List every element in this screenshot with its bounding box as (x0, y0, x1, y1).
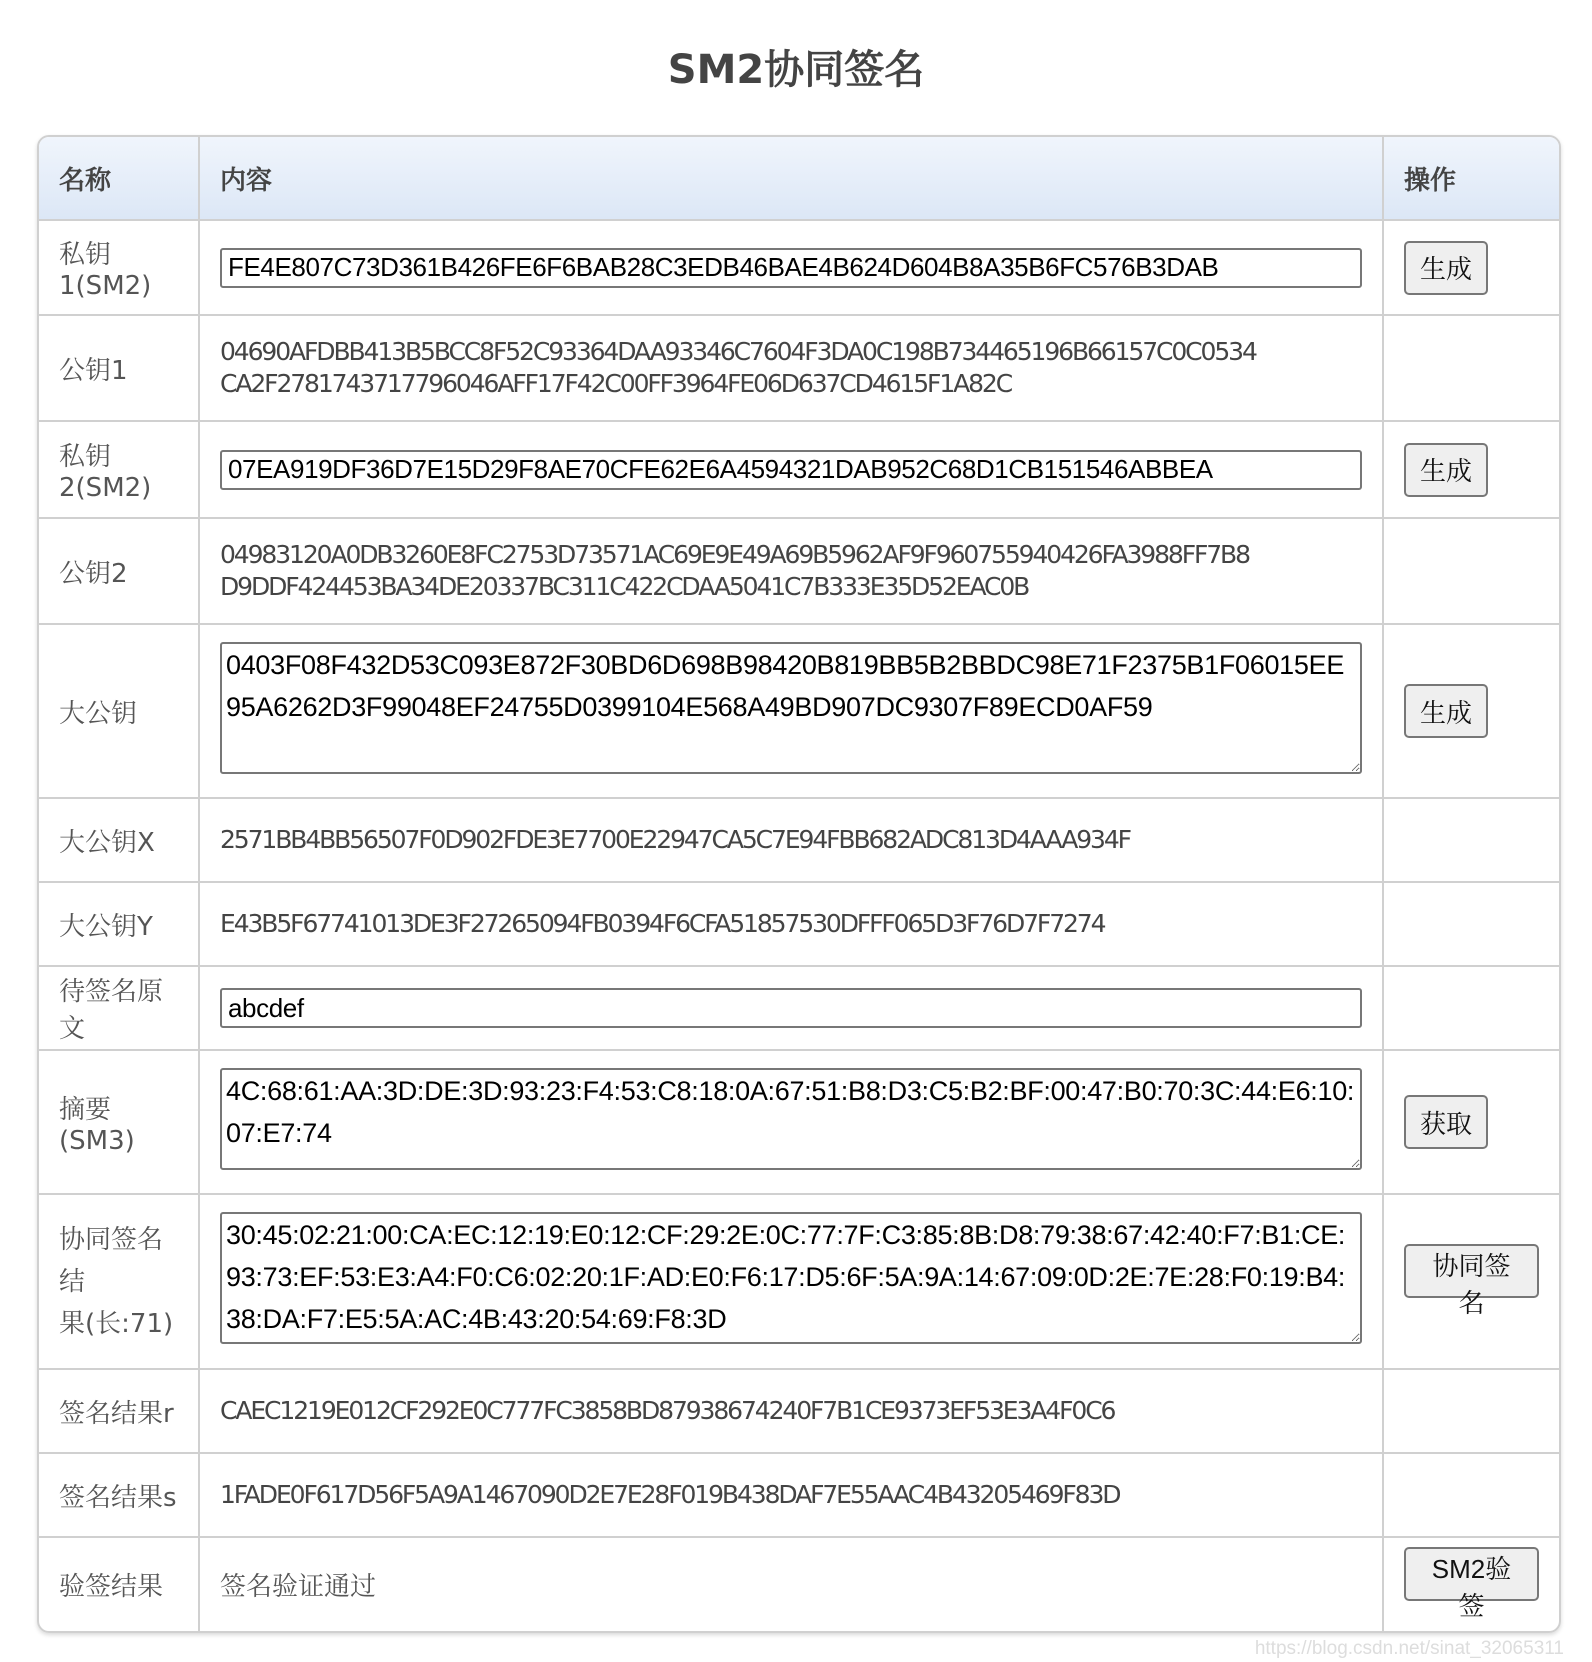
sm2-verify-button[interactable]: SM2验签 (1404, 1547, 1539, 1601)
row-public-key-2 (39, 518, 1559, 624)
row-label: 公钥1 (39, 315, 199, 421)
page-title: SM2协同签名 (667, 47, 925, 93)
row-label: 签名结果r (39, 1369, 199, 1453)
row-label: 大公钥X (39, 798, 199, 882)
row-label: 私钥1(SM2) (39, 220, 199, 315)
row-label: 待签名原文 (39, 966, 199, 1050)
header-name: 名称 (39, 137, 199, 220)
header-content: 内容 (199, 137, 1383, 220)
row-label: 大公钥Y (39, 882, 199, 966)
signature-r-value: CAEC1219E012CF292E0C777FC3858BD87938674240F7B1CE9373EF53E3A4F0C6 (199, 1369, 1383, 1453)
sm2-table (37, 135, 1561, 1633)
table-header (39, 137, 1559, 220)
row-cosign-result (39, 1194, 1559, 1369)
get-digest-button[interactable]: 获取 (1404, 1095, 1488, 1149)
public-key-1-line-1: 04690AFDBB413B5BCC8F52C93364DAA93346C7604F3DA0C198B734465196B66157C0C0534 (220, 337, 1256, 366)
cosign-result-textarea[interactable] (220, 1212, 1362, 1344)
header-action: 操作 (1383, 137, 1559, 220)
row-digest (39, 1050, 1559, 1194)
row-label: 大公钥 (39, 624, 199, 798)
row-signature-s (39, 1453, 1559, 1537)
generate-private-key-2-button[interactable]: 生成 (1404, 443, 1488, 497)
public-key-2-line-1: 04983120A0DB3260E8FC2753D73571AC69E9E49A69B5962AF9F960755940426FA3988FF7B8 (220, 540, 1249, 569)
watermark: https://blog.csdn.net/sinat_32065311 (1254, 1638, 1564, 1659)
big-public-key-x-value: 2571BB4BB56507F0D902FDE3E7700E22947CA5C7E94FBB682ADC813D4AAA934F (199, 798, 1383, 882)
big-public-key-y-value: E43B5F67741013DE3F27265094FB0394F6CFA51857530DFFF065D3F76D7F7274 (199, 882, 1383, 966)
row-big-public-key-y (39, 882, 1559, 966)
generate-private-key-1-button[interactable]: 生成 (1404, 241, 1488, 295)
plaintext-input[interactable] (220, 988, 1362, 1028)
row-label-line-1: 协同签名结 (59, 1224, 164, 1297)
row-private-key-2 (39, 421, 1559, 518)
row-verify-result (39, 1537, 1559, 1631)
public-key-1-line-2: CA2F2781743717796046AFF17F42C00FF3964FE06D637CD4615F1A82C (220, 369, 1012, 398)
row-label (39, 1194, 199, 1369)
verify-result-value: 签名验证通过 (199, 1537, 1383, 1631)
private-key-1-input[interactable] (220, 248, 1362, 288)
row-label: 摘要(SM3) (39, 1050, 199, 1194)
row-big-public-key (39, 624, 1559, 798)
private-key-2-input[interactable] (220, 450, 1362, 490)
row-signature-r (39, 1369, 1559, 1453)
row-label: 签名结果s (39, 1453, 199, 1537)
public-key-2-line-2: D9DDF424453BA34DE20337BC311C422CDAA5041C7B333E35D52EAC0B (220, 572, 1029, 601)
row-label: 私钥2(SM2) (39, 421, 199, 518)
row-plaintext (39, 966, 1559, 1050)
signature-s-value: 1FADE0F617D56F5A9A1467090D2E7E28F019B438DAF7E55AAC4B43205469F83D (199, 1453, 1383, 1537)
digest-textarea[interactable] (220, 1068, 1362, 1170)
row-big-public-key-x (39, 798, 1559, 882)
row-label: 验签结果 (39, 1537, 199, 1631)
cosign-button[interactable]: 协同签名 (1404, 1244, 1539, 1298)
row-public-key-1 (39, 315, 1559, 421)
row-label: 公钥2 (39, 518, 199, 624)
row-label-line-2: 果(长:71) (59, 1308, 174, 1339)
big-public-key-textarea[interactable] (220, 642, 1362, 774)
generate-big-public-key-button[interactable]: 生成 (1404, 684, 1488, 738)
row-private-key-1 (39, 220, 1559, 315)
